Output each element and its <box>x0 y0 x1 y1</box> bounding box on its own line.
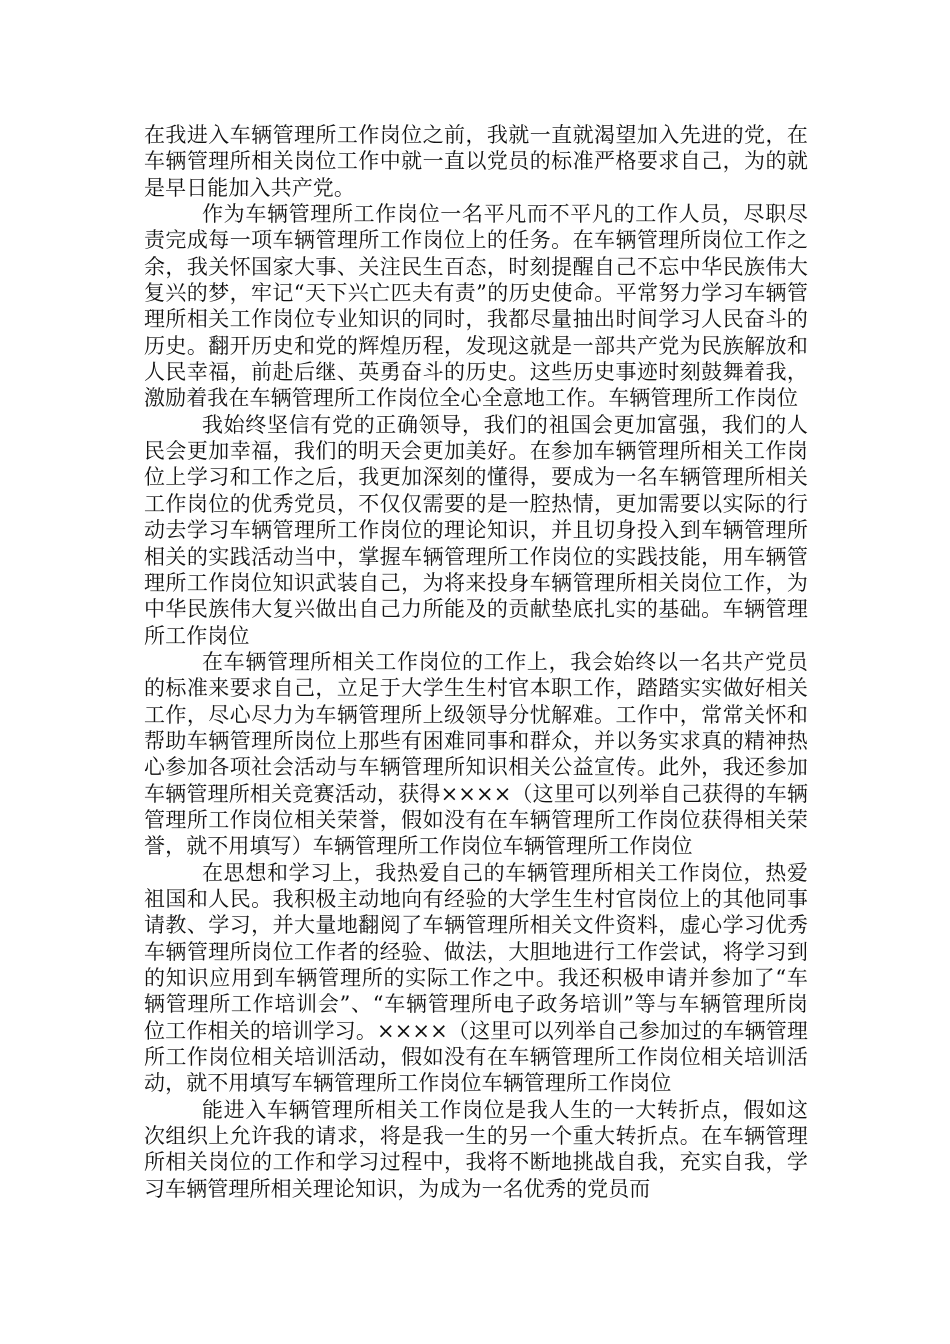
paragraph-6: 能进入车辆管理所相关工作岗位是我人生的一大转折点，假如这次组织上允许我的请求，将是我一生的另一个重大转折点。在车辆管理所相关岗位的工作和学习过程中，我将不断地挑战自我，充实自我，学习车辆管理所相关理论知识，为成为一名优秀的党员而 <box>144 1097 808 1201</box>
paragraph-1: 在我进入车辆管理所工作岗位之前，我就一直就渴望加入先进的党，在车辆管理所相关岗位工作中就一直以党员的标准严格要求自己，为的就是早日能加入共产党。 <box>144 123 808 200</box>
paragraph-3: 我始终坚信有党的正确领导，我们的祖国会更加富强，我们的人民会更加幸福，我们的明天会更加美好。在参加车辆管理所相关工作岗位上学习和工作之后，我更加深刻的懂得，要成为一名车辆管理所相关工作岗位的优秀党员，不仅仅需要的是一腔热情，更加需要以实际的行动去学习车辆管理所工作岗位的理论知识，并且切身投入到车辆管理所相关的实践活动当中，掌握车辆管理所工作岗位的实践技能，用车辆管理所工作岗位知识武装自己，为将来投身车辆管理所相关岗位工作，为中华民族伟大复兴做出自己力所能及的贡献垫底扎实的基础。车辆管理所工作岗位 <box>144 412 808 648</box>
paragraph-5: 在思想和学习上，我热爱自己的车辆管理所相关工作岗位，热爱祖国和人民。我积极主动地向有经验的大学生生村官岗位上的其他同事请教、学习，并大量地翻阅了车辆管理所相关文件资料，虚心学习优秀车辆管理所岗位工作者的经验、做法，大胆地进行工作尝试，将学习到的知识应用到车辆管理所的实际工作之中。我还积极申请并参加了“车辆管理所工作培训会”、“车辆管理所电子政务培训”等与车辆管理所岗位工作相关的培训学习。××××（这里可以列举自己参加过的车辆管理所工作岗位相关培训活动，假如没有在车辆管理所工作岗位相关培训活动，就不用填写车辆管理所工作岗位车辆管理所工作岗位 <box>144 860 808 1096</box>
paragraph-2: 作为车辆管理所工作岗位一名平凡而不平凡的工作人员，尽职尽责完成每一项车辆管理所工作岗位上的任务。在车辆管理所岗位工作之余，我关怀国家大事、关注民生百态，时刻提醒自己不忘中华民族伟大复兴的梦，牢记“天下兴亡匹夫有责”的历史使命。平常努力学习车辆管理所相关工作岗位专业知识的同时，我都尽量抽出时间学习人民奋斗的历史。翻开历史和党的辉煌历程，发现这就是一部共产党为民族解放和人民幸福，前赴后继、英勇奋斗的历史。这些历史事迹时刻鼓舞着我，激励着我在车辆管理所工作岗位全心全意地工作。车辆管理所工作岗位 <box>144 202 808 411</box>
document-body <box>144 122 808 1202</box>
paragraph-4: 在车辆管理所相关工作岗位的工作上，我会始终以一名共产党员的标准来要求自己，立足于大学生生村官本职工作，踏踏实实做好相关工作，尽心尽力为车辆管理所上级领导分忧解难。工作中，常常关怀和帮助车辆管理所岗位上那些有困难同事和群众，并以务实求真的精神热心参加各项社会活动与车辆管理所知识相关公益宣传。此外，我还参加车辆管理所相关竞赛活动，获得××××（这里可以列举自己获得的车辆管理所工作岗位相关荣誉，假如没有在车辆管理所工作岗位获得相关荣誉，就不用填写）车辆管理所工作岗位车辆管理所工作岗位 <box>144 649 808 859</box>
